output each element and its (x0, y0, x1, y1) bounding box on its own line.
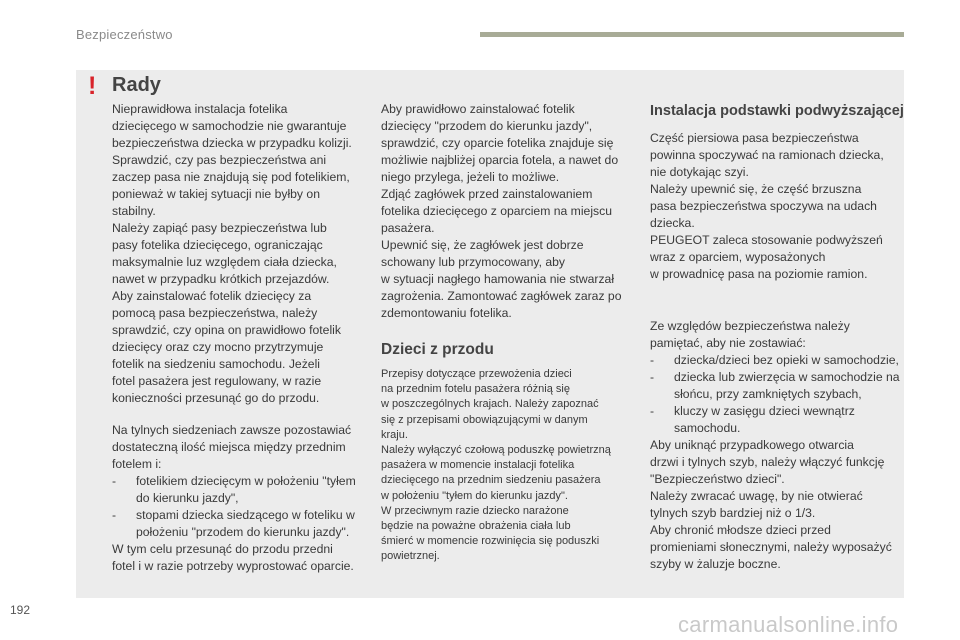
column-1-part-2 (112, 422, 372, 575)
column-1 (112, 101, 372, 407)
list-dash: - (650, 370, 655, 384)
column-2-part-2 (381, 367, 633, 565)
column-2 (381, 101, 633, 322)
list-dash: - (650, 353, 655, 367)
panel-title: Rady (112, 74, 161, 96)
list-item (112, 507, 372, 541)
header-bar (480, 32, 904, 37)
subtitle-children-front: Dzieci z przodu (381, 341, 494, 358)
list-item (650, 369, 900, 403)
subtitle-booster-seat: Instalacja podstawki podwyższającej (650, 103, 904, 119)
col2-paragraph-1: Aby prawidłowo zainstalować fotelik dziecięcy "przodem do kierunku jazdy", sprawdzić, czy oparcie fotelika znajduje się możliwie najbliżej oparcia fotela, a nawet do niego przylega, jeżeli to możliwe. Zdjąć zagłówek przed zainstalowaniem fotelika dziecięcego z oparciem na miejscu pasażera. Upewnić się, że zagłówek jest dobrze schowany lub przymocowany, aby w sytuacji nagłego hamowania nie stwarzał zagrożenia. Zamontować zagłówek zaraz po zdemontowaniu fotelika. (381, 102, 622, 320)
col3-paragraph-1: Część piersiowa pasa bezpieczeństwa powinna spoczywać na ramionach dziecka, nie dotykając szyi. Należy upewnić się, że część brzuszna pasa bezpieczeństwa spoczywa na udach dziecka. PEUGEOT zaleca stosowanie podwyższeń wraz z oparciem, wyposażonych w prowadnicę pasa na poziomie ramion. (650, 131, 884, 281)
list-item (112, 473, 372, 507)
col1-paragraph-2-intro: Na tylnych siedzeniach zawsze pozostawiać dostateczną ilość miejsca między przednim fotelem i: (112, 423, 352, 471)
col3-paragraph-2-intro: Ze względów bezpieczeństwa należy pamiętać, aby nie zostawiać: (650, 319, 850, 350)
list-item-text: dziecka lub zwierzęcia w samochodzie na słońcu, przy zamkniętych szybach, (674, 370, 900, 401)
warning-icon: ! (88, 72, 97, 100)
list-dash: - (112, 474, 117, 488)
watermark: carmanualsonline.info (678, 612, 899, 637)
section-header: Bezpieczeństwo (76, 27, 173, 42)
list-dash: - (112, 508, 117, 522)
list-item-text: fotelikiem dziecięcym w położeniu "tyłem do kierunku jazdy", (136, 474, 356, 505)
list-item (650, 352, 900, 369)
column-3 (650, 130, 900, 283)
column-3-part-2 (650, 318, 900, 573)
list-dash: - (650, 404, 655, 418)
list-item-text: stopami dziecka siedzącego w foteliku w położeniu "przodem do kierunku jazdy". (136, 508, 355, 539)
col1-paragraph-1: Nieprawidłowa instalacja fotelika dziecięcego w samochodzie nie gwarantuje bezpieczeństwa dziecka w przypadku kolizji. Sprawdzić, czy pas bezpieczeństwa ani zaczep pasa nie znajdują się pod fotelikiem, ponieważ w takiej sytuacji nie byłby on stabilny. Należy zapiąć pasy bezpieczeństwa lub pasy fotelika dziecięcego, ograniczając maksymalnie luz względem ciała dziecka, nawet w przypadku krótkich przejazdów. Aby zainstalować fotelik dziecięcy za pomocą pasa bezpieczeństwa, należy sprawdzić, czy opina on prawidłowo fotelik dziecięcy oraz czy mocno przytrzymuje fotelik na siedzeniu samochodu. Jeżeli fotel pasażera jest regulowany, w razie konieczności przesunąć go do przodu. (112, 102, 352, 405)
col3-paragraph-2-outro: Aby uniknąć przypadkowego otwarcia drzwi i tylnych szyb, należy włączyć funkcję "Bezpieczeństwo dzieci". Należy zwracać uwagę, by nie otwierać tylnych szyb bardziej niż o 1/3. Aby chronić młodsze dzieci przed promieniami słonecznymi, należy wyposażyć szyby w żaluzje boczne. (650, 438, 892, 571)
col2-paragraph-2: Przepisy dotyczące przewożenia dzieci na przednim fotelu pasażera różnią się w poszczególnych krajach. Należy zapoznać się z przepisami obowiązującymi w danym kraju. Należy wyłączyć czołową poduszkę powietrzną pasażera w momencie instalacji fotelika dziecięcego na przednim siedzeniu pasażera w położeniu "tyłem do kierunku jazdy". W przeciwnym razie dziecko narażone będzie na poważne obrażenia ciała lub śmierć w momencie rozwinięcia się poduszki powietrznej. (381, 368, 611, 563)
list-item-text: dziecka/dzieci bez opieki w samochodzie, (674, 353, 899, 367)
col1-paragraph-2-outro: W tym celu przesunąć do przodu przedni fotel i w razie potrzeby wyprostować oparcie. (112, 542, 354, 573)
page-number: 192 (10, 603, 31, 617)
list-item (650, 403, 900, 437)
list-item-text: kluczy w zasięgu dzieci wewnątrz samochodu. (674, 404, 855, 435)
